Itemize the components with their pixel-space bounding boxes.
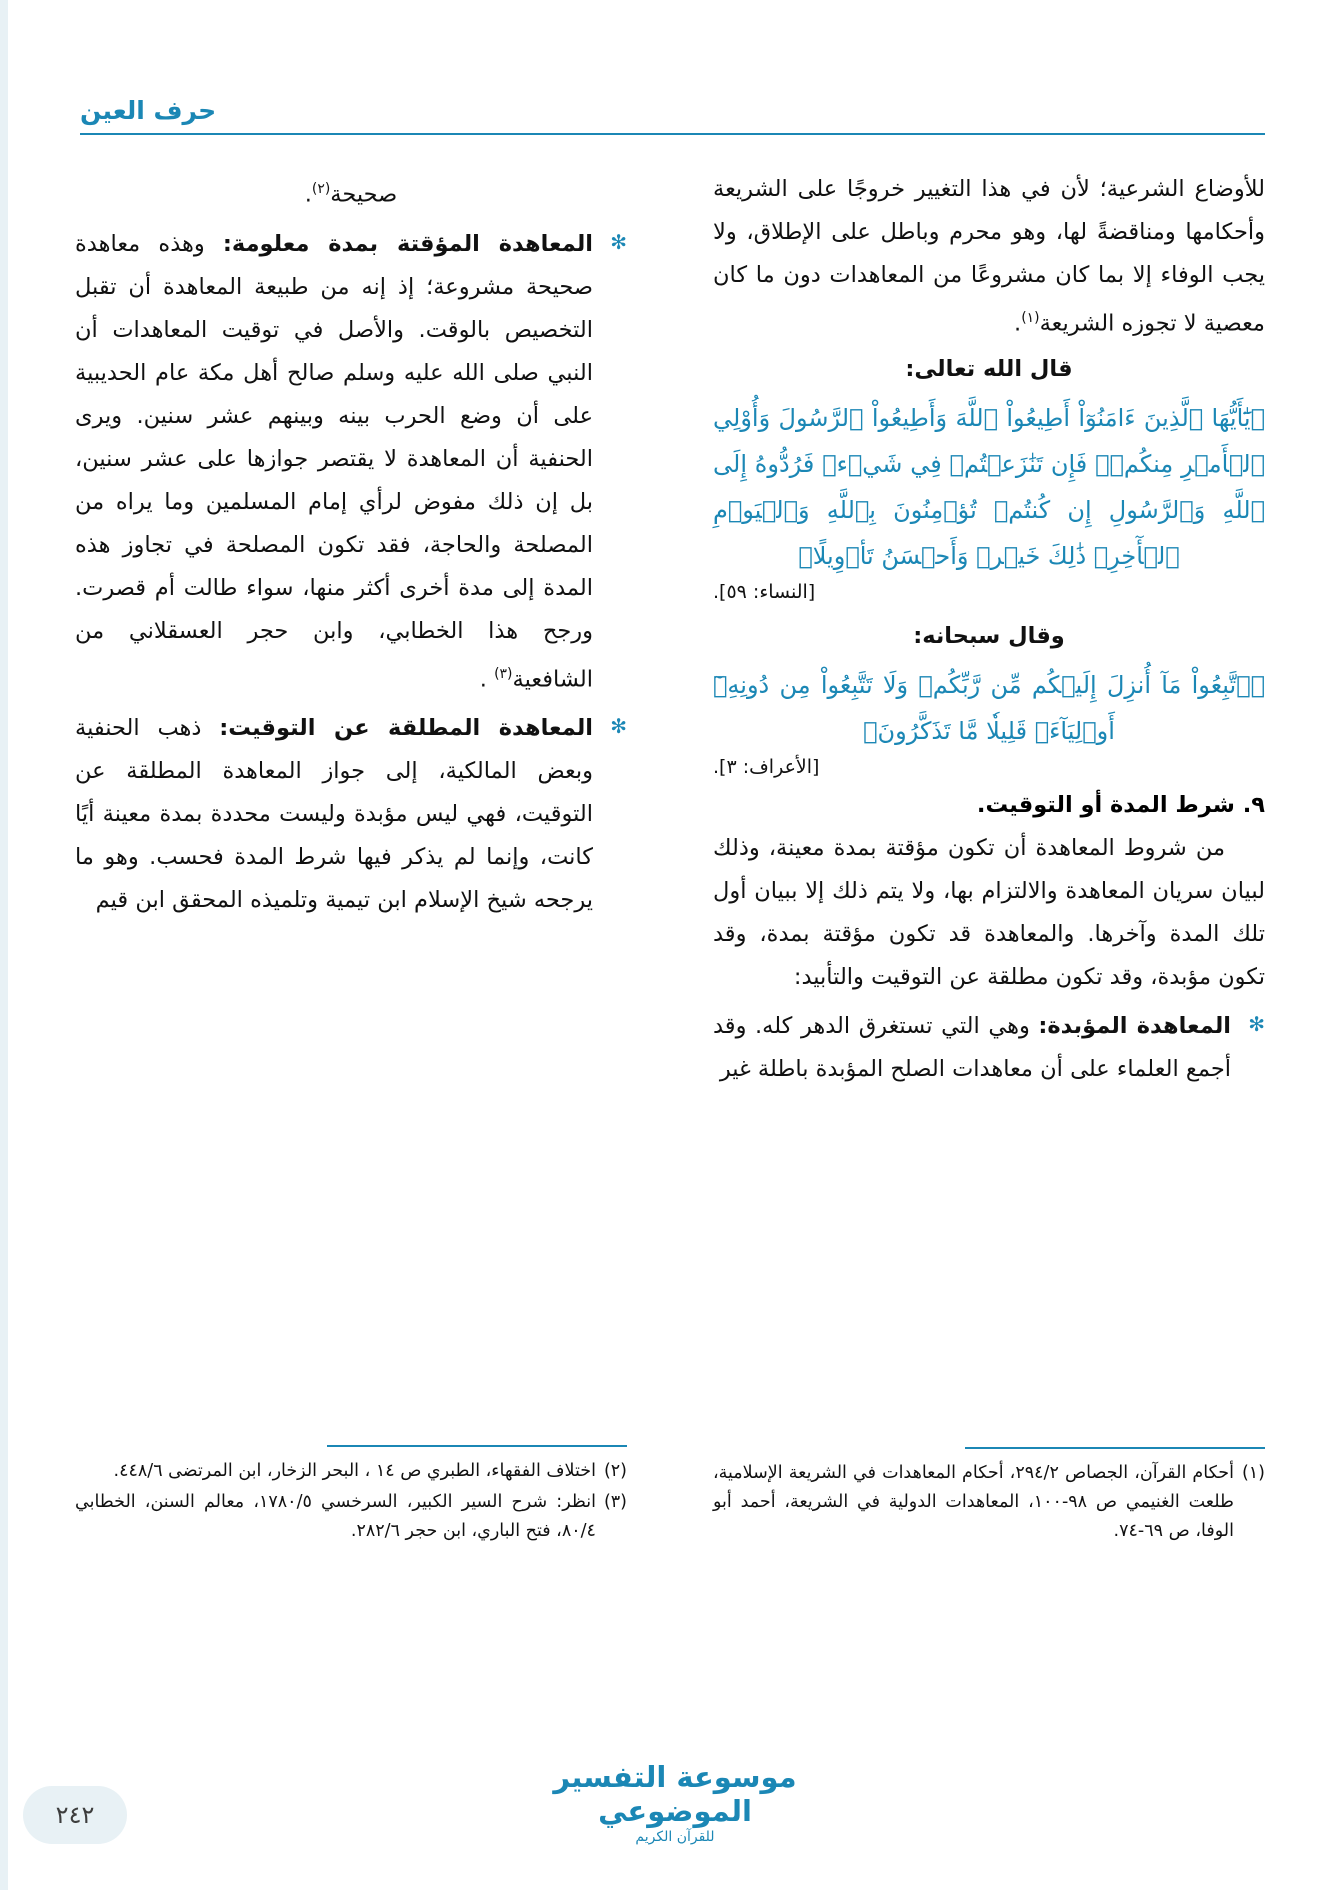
header-title: حرف العين <box>80 96 217 125</box>
footnotes-left <box>75 1445 627 1548</box>
list-item <box>713 1005 1265 1091</box>
footnote-ref-2: (٢) <box>311 181 331 197</box>
footnote <box>713 1459 1265 1546</box>
flower-bullet-icon: ✻ <box>610 714 627 738</box>
flower-bullet-icon: ✻ <box>1248 1011 1265 1036</box>
list-item-tail: . <box>479 666 495 692</box>
page-columns <box>75 168 1265 1548</box>
footnote-ref-3: (٣) <box>494 665 513 682</box>
publisher-logo <box>545 1760 805 1846</box>
list-item-body <box>75 223 593 702</box>
list-item-text: وهي التي تستغرق الدهر كله. وقد أجمع العلماء على أن معاهدات الصلح المؤبدة باطلة غير <box>713 1012 1231 1082</box>
publisher-logo-main: موسوعة التفسير الموضوعي <box>553 1760 797 1828</box>
verse-intro-2: وقال سبحانه: <box>913 622 1065 649</box>
page-edge-decoration <box>0 0 26 1890</box>
list-item-term: المعاهدة المؤبدة: <box>1038 1012 1232 1039</box>
paragraph-continued-tail: . <box>1014 310 1022 337</box>
footnote-number: (٣) <box>603 1492 627 1512</box>
list-item-text: وهذه معاهدة صحيحة مشروعة؛ إذ إنه من طبيعة المعاهدة أن تقبل التخصيص بالوقت. والأصل في توقيت المعاهدات أن النبي صلى الله عليه وسلم صالح أهل مكة عام الحديبية على أن وضع الحرب بينه وبينهم عشر سنين. ويرى الحنفية أن المعاهدة لا يقتصر جوازها على عشر سنين، بل إن ذلك مفوض لرأي إمام المسلمين وما يراه من المصلحة والحاجة، فقد تكون المصلحة في تجاوز هذه المدة إلى مدة أخرى أكثر منها، سواء طالت أم قصرت. ورجح هذا الخطابي، وابن حجر العسقلاني من الشافعية <box>75 230 593 692</box>
quran-verse-2-reference: [الأعراف: ٣]. <box>713 755 820 778</box>
footnote-number: (٢) <box>603 1461 627 1481</box>
list-item <box>75 223 627 702</box>
edge-stripe <box>0 0 8 1890</box>
quran-verse-2: ﴿ٱتَّبِعُواْ مَآ أُنزِلَ إِلَيۡكُم مِّن رَّبِّكُمۡ وَلَا تَتَّبِعُواْ مِن دُونِهِۦٓ أَوۡلِيَآءَۗ قَلِيلٗا مَّا تَذَكَّرُونَ﴾ <box>713 670 1265 745</box>
page-footer <box>55 1760 1265 1846</box>
footnote <box>75 1457 627 1486</box>
footnotes-right <box>713 1447 1265 1548</box>
footnote <box>75 1488 627 1546</box>
page-number: ٢٤٢ <box>23 1786 127 1844</box>
paragraph-continued <box>713 168 1265 346</box>
paragraph-continued-text: للأوضاع الشرعية؛ لأن في هذا التغيير خروجًا على الشريعة وأحكامها ومناقضةً لها، وهو محرم وباطل على الإطلاق، ولا يجب الوفاء إلا بما كان مشروعًا من المعاهدات دون ما كان معصية لا تجوزه الشريعة <box>713 176 1265 337</box>
column-right <box>713 168 1265 1548</box>
footnote-divider <box>965 1447 1265 1449</box>
footnote-divider <box>327 1445 627 1447</box>
list-item-body <box>75 707 593 922</box>
paragraph-fragment <box>75 168 627 217</box>
header-divider <box>80 133 1265 135</box>
footnote-number: (١) <box>1241 1463 1265 1483</box>
column-left <box>75 168 627 1548</box>
list-item-term: المعاهدة المطلقة عن التوقيت: <box>219 715 594 741</box>
paragraph-fragment-tail: . <box>304 181 312 208</box>
footnote-text: انظر: شرح السير الكبير، السرخسي ١٧٨٠/٥، معالم السنن، الخطابي ٨٠/٤، فتح الباري، ابن حجر ٢٨٢/٦. <box>75 1492 596 1541</box>
quran-verse-1: ﴿يَٰٓأَيُّهَا ٱلَّذِينَ ءَامَنُوٓاْ أَطِيعُواْ ٱللَّهَ وَأَطِيعُواْ ٱلرَّسُولَ وَأُوْلِي ٱلۡأَمۡرِ مِنكُمۡۖ فَإِن تَنَٰزَعۡتُمۡ فِي شَيۡءٖ فَرُدُّوهُ إِلَى ٱللَّهِ وَٱلرَّسُولِ إِن كُنتُمۡ تُؤۡمِنُونَ بِٱللَّهِ وَٱلۡيَوۡمِ ٱلۡأٓخِرِۚ ذَٰلِكَ خَيۡرٞ وَأَحۡسَنُ تَأۡوِيلًا﴾ <box>713 403 1265 570</box>
list-item-body <box>713 1005 1231 1091</box>
page-header <box>80 96 1265 135</box>
list-item-term: المعاهدة المؤقتة بمدة معلومة: <box>222 230 594 257</box>
list-item-text: ذهب الحنفية وبعض المالكية، إلى جواز المعاهدة المطلقة عن التوقيت، فهي ليس مؤبدة وليست محددة بمدة معينة أيًا كانت، وإنما لم يذكر فيها شرط المدة فحسب. وهو ما يرجحه شيخ الإسلام ابن تيمية وتلميذه المحقق ابن قيم <box>75 715 593 913</box>
flower-bullet-icon: ✻ <box>610 229 627 254</box>
paragraph-conditions: من شروط المعاهدة أن تكون مؤقتة بمدة معينة، وذلك لبيان سريان المعاهدة والالتزام بها، ولا يتم ذلك إلا ببيان أول تلك المدة وآخرها. والمعاهدة قد تكون مؤقتة بمدة، وقد تكون مؤبدة، وقد تكون مطلقة عن التوقيت والتأبيد: <box>713 834 1265 990</box>
publisher-logo-sub: للقرآن الكريم <box>635 1829 715 1845</box>
paragraph-fragment-text: صحيحة <box>330 181 398 208</box>
verse-intro-1: قال الله تعالى: <box>905 355 1073 382</box>
footnote-text: اختلاف الفقهاء، الطبري ص ١٤ ، البحر الزخار، ابن المرتضى ٤٤٨/٦. <box>113 1461 596 1481</box>
verse-block-1 <box>713 348 1265 391</box>
verse-intro-2-line <box>713 615 1265 658</box>
quran-verse-1-reference: [النساء: ٥٩]. <box>713 580 816 603</box>
section-heading: ٩. شرط المدة أو التوقيت. <box>976 791 1265 818</box>
list-item <box>75 707 627 922</box>
footnote-text: أحكام القرآن، الجصاص ٢٩٤/٢، أحكام المعاهدات في الشريعة الإسلامية، طلعت الغنيمي ص ٩٨-١٠٠، المعاهدات الدولية في الشريعة، أحمد أبو الوفا، ص ٦٩-٧٤. <box>713 1463 1234 1541</box>
footnote-ref-1: (١) <box>1021 310 1040 326</box>
